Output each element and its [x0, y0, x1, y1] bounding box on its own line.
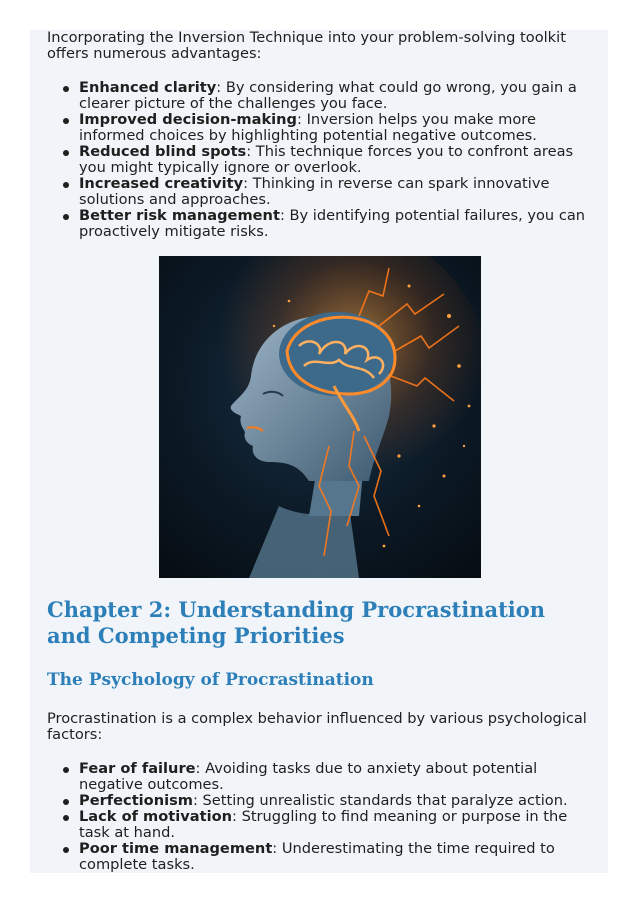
list-item: [47, 761, 592, 793]
list-item-term: Fear of failure: [79, 760, 196, 777]
list-item: [47, 841, 592, 873]
intro-paragraph: Incorporating the Inversion Technique into your problem-solving toolkit offers numerous advantages:: [47, 29, 566, 62]
brain-illustration: [159, 256, 481, 578]
list-item-term: Lack of motivation: [79, 808, 233, 825]
list-item-term: Increased creativity: [79, 175, 244, 192]
list-item-term: Poor time management: [79, 840, 273, 857]
list-item: [47, 112, 592, 144]
list-item: [47, 208, 592, 240]
list-item-text: : This technique forces you to confront areas you might typically ignore or overlook.: [79, 143, 574, 176]
list-item-text: : By considering what could go wrong, you gain a clearer picture of the challenges you face.: [79, 79, 577, 112]
bullet-icon: [63, 214, 69, 220]
list-item-text: : Setting unrealistic standards that paralyze action.: [192, 792, 568, 809]
list-item: [47, 809, 592, 841]
list-item-term: Perfectionism: [79, 792, 193, 809]
factors-list: [47, 761, 592, 873]
advantages-list: [47, 80, 592, 240]
glowing-brain-head-icon: [159, 256, 481, 578]
list-item: [47, 793, 592, 809]
list-item-text: : Avoiding tasks due to anxiety about potential negative outcomes.: [79, 760, 538, 793]
chapter-title: Chapter 2: Understanding Procrastination and Competing Priorities: [47, 597, 546, 648]
list-item-term: Enhanced clarity: [79, 79, 217, 96]
list-item-text: : By identifying potential failures, you can proactively mitigate risks.: [79, 207, 586, 240]
section-title: The Psychology of Procrastination: [47, 670, 374, 690]
page-content: [47, 30, 592, 240]
bullet-icon: [63, 767, 69, 773]
bullet-icon: [63, 150, 69, 156]
list-item-term: Improved decision-making: [79, 111, 298, 128]
list-item-text: : Struggling to find meaning or purpose in the task at hand.: [79, 808, 568, 841]
bullet-icon: [63, 847, 69, 853]
document-page: [30, 30, 608, 873]
bullet-icon: [63, 799, 69, 805]
list-item-term: Better risk management: [79, 207, 280, 224]
list-item-text: : Underestimating the time required to complete tasks.: [79, 840, 555, 873]
bullet-icon: [63, 815, 69, 821]
list-item: [47, 144, 592, 176]
chapter-content: [47, 597, 592, 873]
section-intro-paragraph: Procrastination is a complex behavior influenced by various psychological factors:: [47, 710, 587, 743]
list-item: [47, 176, 592, 208]
bullet-icon: [63, 182, 69, 188]
list-item-text: : Thinking in reverse can spark innovative solutions and approaches.: [79, 175, 550, 208]
bullet-icon: [63, 86, 69, 92]
list-item-text: : Inversion helps you make more informed choices by highlighting potential negative outcomes.: [79, 111, 537, 144]
bullet-icon: [63, 118, 69, 124]
list-item: [47, 80, 592, 112]
list-item-term: Reduced blind spots: [79, 143, 247, 160]
